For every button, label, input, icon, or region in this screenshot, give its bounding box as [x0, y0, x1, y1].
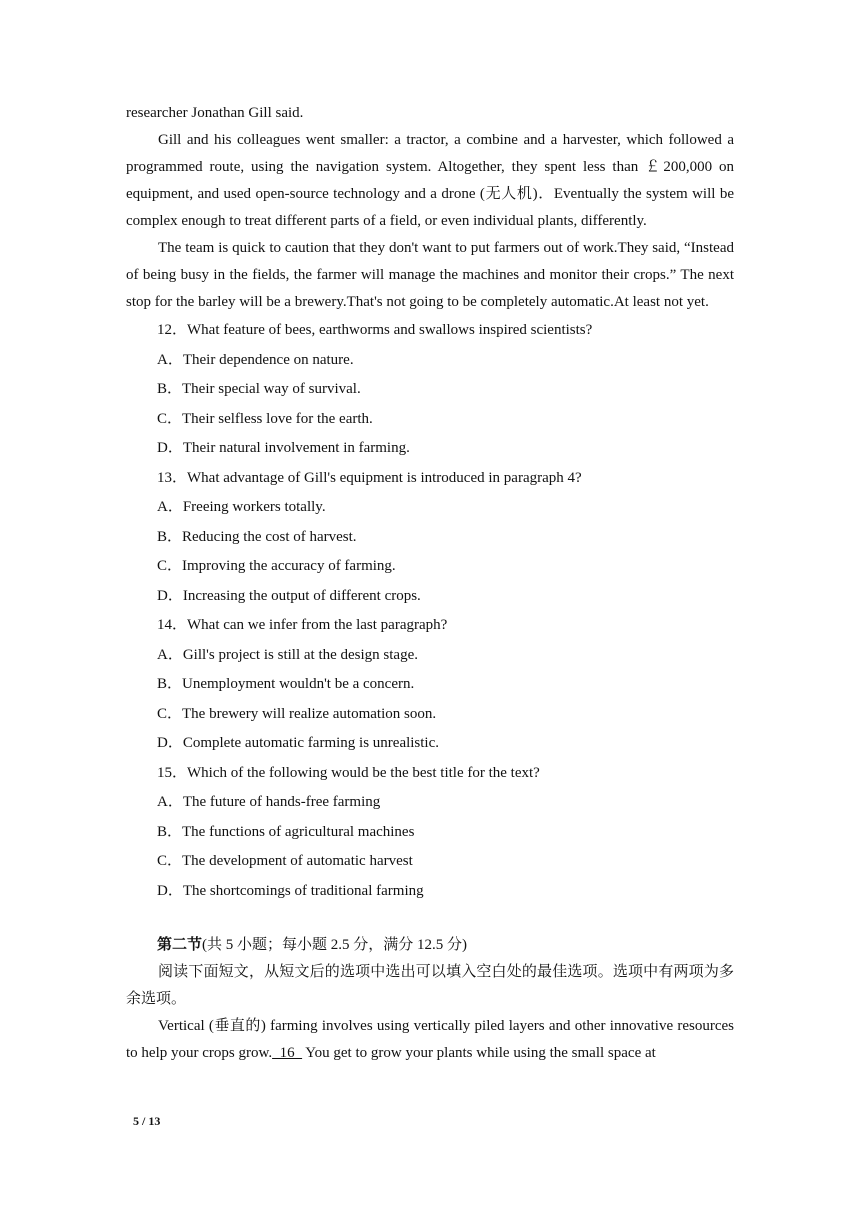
section-instructions: 阅读下面短文，从短文后的选项中选出可以填入空白处的最佳选项。选项中有两项为多余选项。 — [126, 964, 734, 1007]
option-d: D．The shortcomings of traditional farming — [157, 882, 424, 899]
option-a: A．Their dependence on nature. — [157, 351, 354, 368]
question-stem: 14．What can we infer from the last paragraph? — [157, 617, 448, 633]
blank-16: 16 — [272, 1045, 303, 1061]
question-15 — [126, 759, 734, 907]
section-heading — [126, 931, 734, 959]
option-a: A．Gill's project is still at the design stage. — [157, 646, 418, 663]
passage-text: Vertical (垂直的) farming involves using vertically piled layers and other innovative resources to help your crops grow. — [126, 1018, 734, 1061]
question-stem: 13．What advantage of Gill's equipment is introduced in paragraph 4? — [157, 469, 582, 486]
section-heading-bold: 第二节 — [157, 937, 203, 953]
option-b: B．The functions of agricultural machines — [157, 823, 415, 840]
option-c: C．Improving the accuracy of farming. — [157, 558, 396, 574]
page-content — [126, 100, 734, 1067]
page-number: 5 / 13 — [133, 1114, 161, 1128]
passage-paragraph-3: The team is quick to caution that they don't want to put farmers out of work.They said, “Instead of being busy in the fields, the farmer will manage the machines and monitor their crops.” The next stop for the barley will be a brewery.That's not going to be completely automatic.At least not yet. — [126, 240, 734, 310]
option-d: D．Complete automatic farming is unrealistic. — [157, 735, 440, 751]
option-a: A．Freeing workers totally. — [157, 499, 326, 515]
passage-paragraph-1: researcher Jonathan Gill said. — [126, 105, 304, 121]
option-b: B．Their special way of survival. — [157, 381, 361, 397]
question-13 — [126, 464, 734, 612]
option-a: A．The future of hands-free farming — [157, 794, 381, 810]
option-d: D．Increasing the output of different crops. — [157, 587, 421, 604]
question-stem: 12．What feature of bees, earthworms and swallows inspired scientists? — [157, 322, 593, 338]
section-heading-detail: (共 5 小题；每小题 2.5 分，满分 12.5 分) — [202, 937, 468, 953]
question-14 — [126, 611, 734, 759]
section-passage-start — [126, 1013, 734, 1067]
option-d: D．Their natural involvement in farming. — [157, 440, 410, 456]
option-c: C．The brewery will realize automation soon. — [157, 705, 437, 722]
passage-text-continued: You get to grow your plants while using the small space at — [302, 1045, 656, 1061]
question-12 — [126, 316, 734, 464]
option-b: B．Unemployment wouldn't be a concern. — [157, 676, 415, 692]
question-stem: 15．Which of the following would be the best title for the text? — [157, 764, 540, 781]
passage-paragraph-2: Gill and his colleagues went smaller: a tractor, a combine and a harvester, which followed a programmed route, using the navigation system. Altogether, they spent less than ￡200,000 on equipment, and used open-source technology and a drone (无人机)．Eventually the system will be complex enough to treat different parts of a field, or even individual plants, differently. — [126, 132, 734, 229]
option-b: B．Reducing the cost of harvest. — [157, 528, 357, 545]
option-c: C．Their selfless love for the earth. — [157, 410, 373, 427]
option-c: C．The development of automatic harvest — [157, 853, 413, 869]
